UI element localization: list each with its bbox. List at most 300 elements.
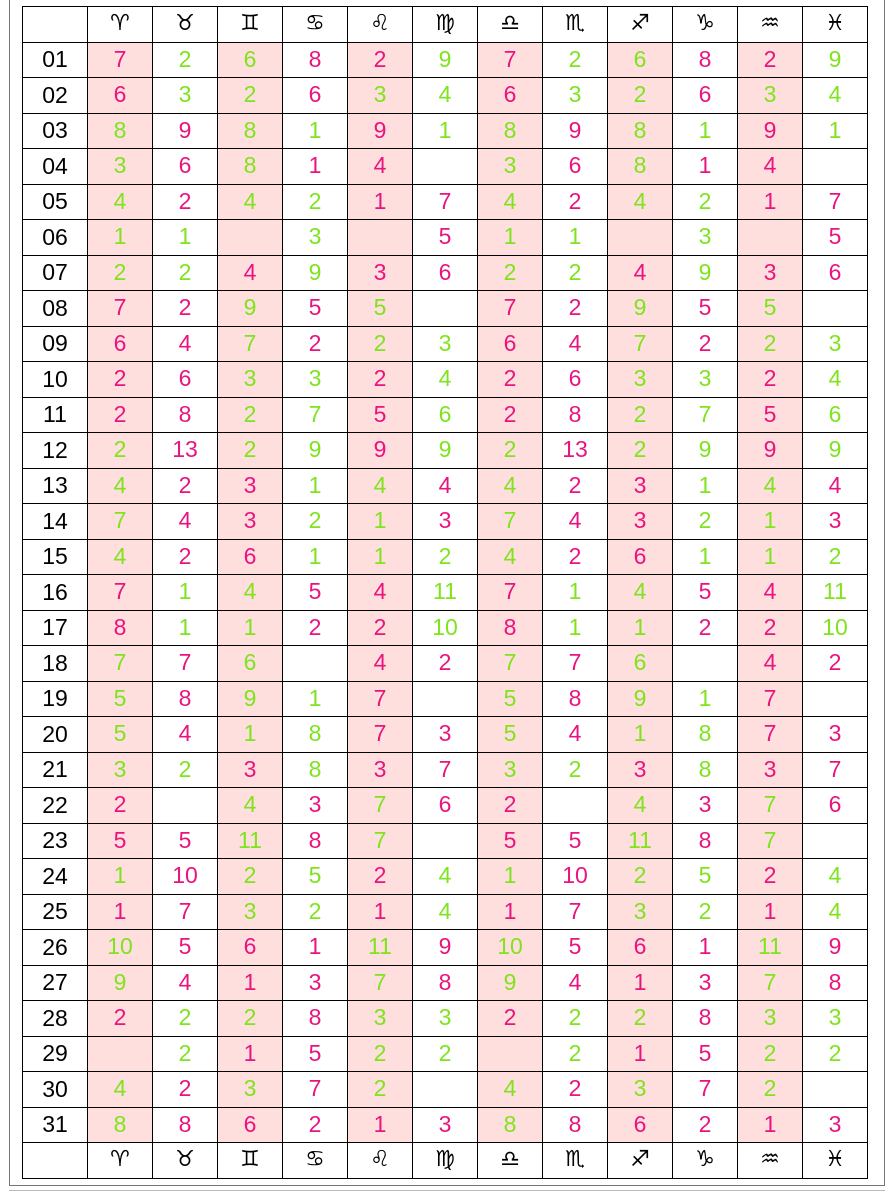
cell-value: 8 [113, 1110, 127, 1137]
value-cell [218, 1036, 283, 1072]
day-label: 06 [23, 220, 88, 256]
cell-value: 4 [438, 365, 452, 392]
value-cell [608, 539, 673, 575]
value-cell [478, 859, 543, 895]
cell-value: 3 [438, 329, 452, 356]
cell-value: 2 [568, 471, 582, 498]
cell-value: 6 [828, 258, 842, 285]
cell-value: 6 [178, 152, 192, 179]
value-cell [218, 326, 283, 362]
value-cell [738, 1036, 803, 1072]
cell-value: 1 [503, 223, 517, 250]
value-cell [738, 823, 803, 859]
value-cell [348, 1107, 413, 1143]
cell-value: 7 [503, 649, 517, 676]
value-cell [153, 646, 218, 682]
value-cell [478, 681, 543, 717]
value-cell [283, 78, 348, 114]
value-cell [543, 433, 608, 469]
value-cell [88, 184, 153, 220]
cell-value: 2 [763, 1075, 777, 1102]
cell-value: 7 [373, 968, 387, 995]
cell-value: 1 [503, 897, 517, 924]
cell-value: 2 [178, 294, 192, 321]
day-label: 10 [23, 362, 88, 398]
value-cell [543, 397, 608, 433]
cell-value: 3 [828, 1004, 842, 1031]
value-cell [803, 1107, 868, 1143]
cell-value: 10 [432, 613, 458, 640]
cell-value: 1 [308, 684, 322, 711]
cell-value: 7 [113, 507, 127, 534]
value-cell [608, 220, 673, 256]
cell-value: 2 [178, 45, 192, 72]
value-cell [543, 859, 608, 895]
cell-value: 2 [763, 613, 777, 640]
value-cell [673, 717, 738, 753]
cell-value: 2 [308, 187, 322, 214]
cell-value: 2 [113, 400, 127, 427]
value-cell [673, 859, 738, 895]
value-cell [153, 468, 218, 504]
cell-value: 8 [633, 152, 647, 179]
cell-value: 2 [243, 1004, 257, 1031]
cell-value: 1 [698, 471, 712, 498]
cell-value: 8 [698, 1004, 712, 1031]
value-cell [283, 220, 348, 256]
cell-value: 1 [113, 862, 127, 889]
cell-value: 2 [568, 1004, 582, 1031]
day-label: 09 [23, 326, 88, 362]
value-cell [348, 362, 413, 398]
cell-value: 1 [763, 187, 777, 214]
cell-value: 6 [178, 365, 192, 392]
cell-value: 3 [763, 1004, 777, 1031]
value-cell [738, 681, 803, 717]
cell-value: 5 [568, 826, 582, 853]
cell-value: 1 [633, 613, 647, 640]
cell-value: 4 [178, 720, 192, 747]
value-cell [478, 610, 543, 646]
value-cell [283, 1036, 348, 1072]
value-cell [738, 326, 803, 362]
value-cell [738, 468, 803, 504]
day-label: 29 [23, 1036, 88, 1072]
cell-value: 7 [308, 1075, 322, 1102]
value-cell [413, 362, 478, 398]
cell-value: 4 [633, 258, 647, 285]
cell-value: 2 [113, 365, 127, 392]
value-cell [153, 255, 218, 291]
cell-value: 4 [113, 1075, 127, 1102]
value-cell [803, 1001, 868, 1037]
value-cell [673, 752, 738, 788]
value-cell [543, 1036, 608, 1072]
cell-value: 1 [308, 116, 322, 143]
frame-bottom-shadow [9, 1190, 885, 1191]
cell-value: 10 [172, 862, 198, 889]
value-cell [673, 42, 738, 78]
value-cell [218, 184, 283, 220]
frame-bottom-line [9, 1185, 885, 1186]
cell-value: 3 [698, 968, 712, 995]
cell-value: 6 [633, 649, 647, 676]
value-cell [803, 859, 868, 895]
value-cell [608, 575, 673, 611]
value-cell [153, 930, 218, 966]
value-cell [88, 433, 153, 469]
cell-value: 4 [633, 578, 647, 605]
zodiac-grid [22, 6, 868, 1179]
cell-value: 1 [308, 152, 322, 179]
cell-value: 4 [503, 542, 517, 569]
cell-value: 2 [178, 471, 192, 498]
value-cell [88, 717, 153, 753]
frame-left-line [9, 0, 10, 1186]
value-cell [478, 113, 543, 149]
value-cell [348, 610, 413, 646]
value-cell [413, 397, 478, 433]
value-cell [153, 717, 218, 753]
cell-value: 3 [438, 507, 452, 534]
value-cell [803, 717, 868, 753]
cell-value: 2 [763, 1039, 777, 1066]
cell-value: 4 [503, 187, 517, 214]
cell-value: 8 [503, 1110, 517, 1137]
value-cell [803, 255, 868, 291]
cell-value: 8 [308, 45, 322, 72]
value-cell [543, 42, 608, 78]
cell-value: 13 [172, 436, 198, 463]
cell-value: 4 [503, 471, 517, 498]
day-row [23, 965, 868, 1001]
cell-value: 5 [308, 862, 322, 889]
value-cell [283, 362, 348, 398]
value-cell [283, 1001, 348, 1037]
cell-value: 8 [178, 684, 192, 711]
value-cell [88, 894, 153, 930]
cell-value: 1 [763, 897, 777, 924]
footer-sign-cell: ♒ [738, 1143, 803, 1179]
cell-value: 3 [503, 152, 517, 179]
cell-value: 2 [243, 81, 257, 108]
value-cell [803, 504, 868, 540]
value-cell [608, 859, 673, 895]
cell-value: 1 [308, 933, 322, 960]
cell-value: 2 [308, 1110, 322, 1137]
value-cell [738, 1072, 803, 1108]
day-label: 22 [23, 788, 88, 824]
cell-value: 1 [698, 684, 712, 711]
value-cell [88, 930, 153, 966]
cell-value: 6 [503, 81, 517, 108]
value-cell [738, 149, 803, 185]
day-row [23, 1107, 868, 1143]
value-cell [413, 1072, 478, 1108]
cell-value: 11 [758, 933, 782, 960]
cell-value: 7 [178, 649, 192, 676]
day-row [23, 504, 868, 540]
cell-value: 9 [438, 45, 452, 72]
value-cell [413, 255, 478, 291]
value-cell [478, 894, 543, 930]
value-cell [283, 894, 348, 930]
footer-sign-cell: ♌ [348, 1143, 413, 1179]
day-label: 11 [23, 397, 88, 433]
cell-value: 7 [633, 329, 647, 356]
value-cell [283, 788, 348, 824]
day-label: 24 [23, 859, 88, 895]
cell-value: 1 [373, 897, 387, 924]
cell-value: 9 [503, 968, 517, 995]
header-sign-cell: ♌ [348, 7, 413, 43]
day-row [23, 681, 868, 717]
value-cell [283, 468, 348, 504]
cell-value: 2 [113, 436, 127, 463]
value-cell [478, 326, 543, 362]
cell-value: 5 [113, 684, 127, 711]
day-row [23, 113, 868, 149]
value-cell [218, 149, 283, 185]
cell-value: 6 [243, 45, 257, 72]
value-cell [803, 42, 868, 78]
value-cell [413, 823, 478, 859]
cell-value: 2 [438, 542, 452, 569]
cell-value: 1 [373, 1110, 387, 1137]
value-cell [153, 326, 218, 362]
value-cell [88, 788, 153, 824]
value-cell [283, 575, 348, 611]
day-row [23, 717, 868, 753]
cell-value: 2 [828, 542, 842, 569]
day-label: 27 [23, 965, 88, 1001]
value-cell [153, 788, 218, 824]
footer-sign-cell: ♋ [283, 1143, 348, 1179]
cell-value: 8 [698, 720, 712, 747]
value-cell [348, 539, 413, 575]
value-cell [803, 965, 868, 1001]
cell-value: 7 [113, 578, 127, 605]
cell-value: 7 [243, 329, 257, 356]
value-cell [283, 291, 348, 327]
cell-value: 2 [568, 1075, 582, 1102]
value-cell [153, 113, 218, 149]
value-cell [413, 113, 478, 149]
footer-sign-cell: ♈ [88, 1143, 153, 1179]
cell-value: 3 [243, 471, 257, 498]
cell-value: 1 [568, 578, 582, 605]
value-cell [348, 184, 413, 220]
cell-value: 2 [243, 436, 257, 463]
cell-value: 3 [243, 755, 257, 782]
value-cell [413, 1036, 478, 1072]
value-cell [543, 255, 608, 291]
cell-value: 8 [308, 1004, 322, 1031]
value-cell [478, 220, 543, 256]
day-row [23, 823, 868, 859]
cell-value: 2 [373, 45, 387, 72]
cell-value: 7 [763, 968, 777, 995]
cell-value: 9 [633, 684, 647, 711]
value-cell [413, 1001, 478, 1037]
day-row [23, 362, 868, 398]
value-cell [673, 255, 738, 291]
cell-value: 9 [438, 933, 452, 960]
cell-value: 3 [763, 258, 777, 285]
value-cell [608, 1036, 673, 1072]
value-cell [673, 433, 738, 469]
day-row [23, 859, 868, 895]
value-cell [608, 788, 673, 824]
cell-value: 7 [113, 294, 127, 321]
value-cell [673, 823, 738, 859]
value-cell [608, 1107, 673, 1143]
value-cell [803, 610, 868, 646]
value-cell [543, 717, 608, 753]
cell-value: 7 [763, 720, 777, 747]
cell-value: 9 [113, 968, 127, 995]
value-cell [738, 646, 803, 682]
cell-value: 9 [373, 116, 387, 143]
cell-value: 2 [503, 791, 517, 818]
value-cell [803, 752, 868, 788]
value-cell [738, 184, 803, 220]
value-cell [803, 220, 868, 256]
value-cell [88, 1072, 153, 1108]
value-cell [153, 362, 218, 398]
value-cell [88, 468, 153, 504]
value-cell [738, 433, 803, 469]
value-cell [673, 113, 738, 149]
value-cell [413, 1107, 478, 1143]
cell-value: 2 [568, 45, 582, 72]
value-cell [153, 397, 218, 433]
cell-value: 2 [373, 1075, 387, 1102]
header-sign-cell: ♊ [218, 7, 283, 43]
value-cell [153, 42, 218, 78]
value-cell [218, 291, 283, 327]
value-cell [608, 184, 673, 220]
value-cell [283, 184, 348, 220]
header-sign-cell: ♒ [738, 7, 803, 43]
cell-value: 4 [828, 862, 842, 889]
value-cell [153, 859, 218, 895]
value-cell [803, 149, 868, 185]
value-cell [738, 362, 803, 398]
value-cell [478, 504, 543, 540]
value-cell [88, 220, 153, 256]
cell-value: 3 [373, 258, 387, 285]
day-label: 31 [23, 1107, 88, 1143]
cell-value: 2 [178, 1004, 192, 1031]
value-cell [88, 965, 153, 1001]
value-cell [88, 1001, 153, 1037]
value-cell [803, 894, 868, 930]
value-cell [738, 717, 803, 753]
value-cell [348, 681, 413, 717]
cell-value: 2 [633, 436, 647, 463]
cell-value: 7 [828, 755, 842, 782]
header-sign-cell: ♐ [608, 7, 673, 43]
value-cell [478, 539, 543, 575]
value-cell [608, 362, 673, 398]
value-cell [153, 539, 218, 575]
cell-value: 7 [568, 649, 582, 676]
value-cell [153, 894, 218, 930]
value-cell [283, 255, 348, 291]
value-cell [413, 504, 478, 540]
cell-value: 1 [698, 152, 712, 179]
day-row [23, 433, 868, 469]
cell-value: 6 [438, 400, 452, 427]
cell-value: 6 [698, 81, 712, 108]
cell-value: 7 [763, 791, 777, 818]
cell-value: 8 [698, 755, 712, 782]
value-cell [153, 149, 218, 185]
cell-value: 2 [438, 649, 452, 676]
cell-value: 2 [373, 329, 387, 356]
value-cell [88, 610, 153, 646]
cell-value: 5 [308, 578, 322, 605]
cell-value: 7 [373, 826, 387, 853]
value-cell [543, 149, 608, 185]
value-cell [218, 397, 283, 433]
cell-value: 7 [438, 755, 452, 782]
cell-value: 6 [243, 542, 257, 569]
value-cell [348, 646, 413, 682]
cell-value: 3 [243, 507, 257, 534]
value-cell [478, 468, 543, 504]
value-cell [283, 42, 348, 78]
cell-value: 8 [633, 116, 647, 143]
cell-value: 2 [568, 1039, 582, 1066]
value-cell [283, 539, 348, 575]
value-cell [738, 113, 803, 149]
day-row [23, 610, 868, 646]
cell-value: 3 [568, 81, 582, 108]
cell-value: 8 [568, 400, 582, 427]
header-sign-cell: ♈ [88, 7, 153, 43]
cell-value: 5 [178, 933, 192, 960]
cell-value: 4 [243, 258, 257, 285]
cell-value: 9 [178, 116, 192, 143]
day-row [23, 894, 868, 930]
day-label: 25 [23, 894, 88, 930]
value-cell [738, 539, 803, 575]
footer-sign-cell: ♍ [413, 1143, 478, 1179]
value-cell [543, 823, 608, 859]
cell-value: 4 [243, 578, 257, 605]
cell-value: 9 [828, 933, 842, 960]
cell-value: 1 [373, 187, 387, 214]
cell-value: 8 [308, 720, 322, 747]
cell-value: 10 [562, 862, 588, 889]
value-cell [218, 433, 283, 469]
value-cell [348, 468, 413, 504]
value-cell [153, 965, 218, 1001]
cell-value: 4 [243, 187, 257, 214]
value-cell [218, 752, 283, 788]
value-cell [608, 752, 673, 788]
cell-value: 7 [308, 400, 322, 427]
cell-value: 4 [373, 649, 387, 676]
cell-value: 1 [243, 613, 257, 640]
cell-value: 3 [828, 507, 842, 534]
cell-value: 6 [828, 791, 842, 818]
cell-value: 4 [113, 187, 127, 214]
value-cell [153, 1036, 218, 1072]
cell-value: 6 [243, 933, 257, 960]
